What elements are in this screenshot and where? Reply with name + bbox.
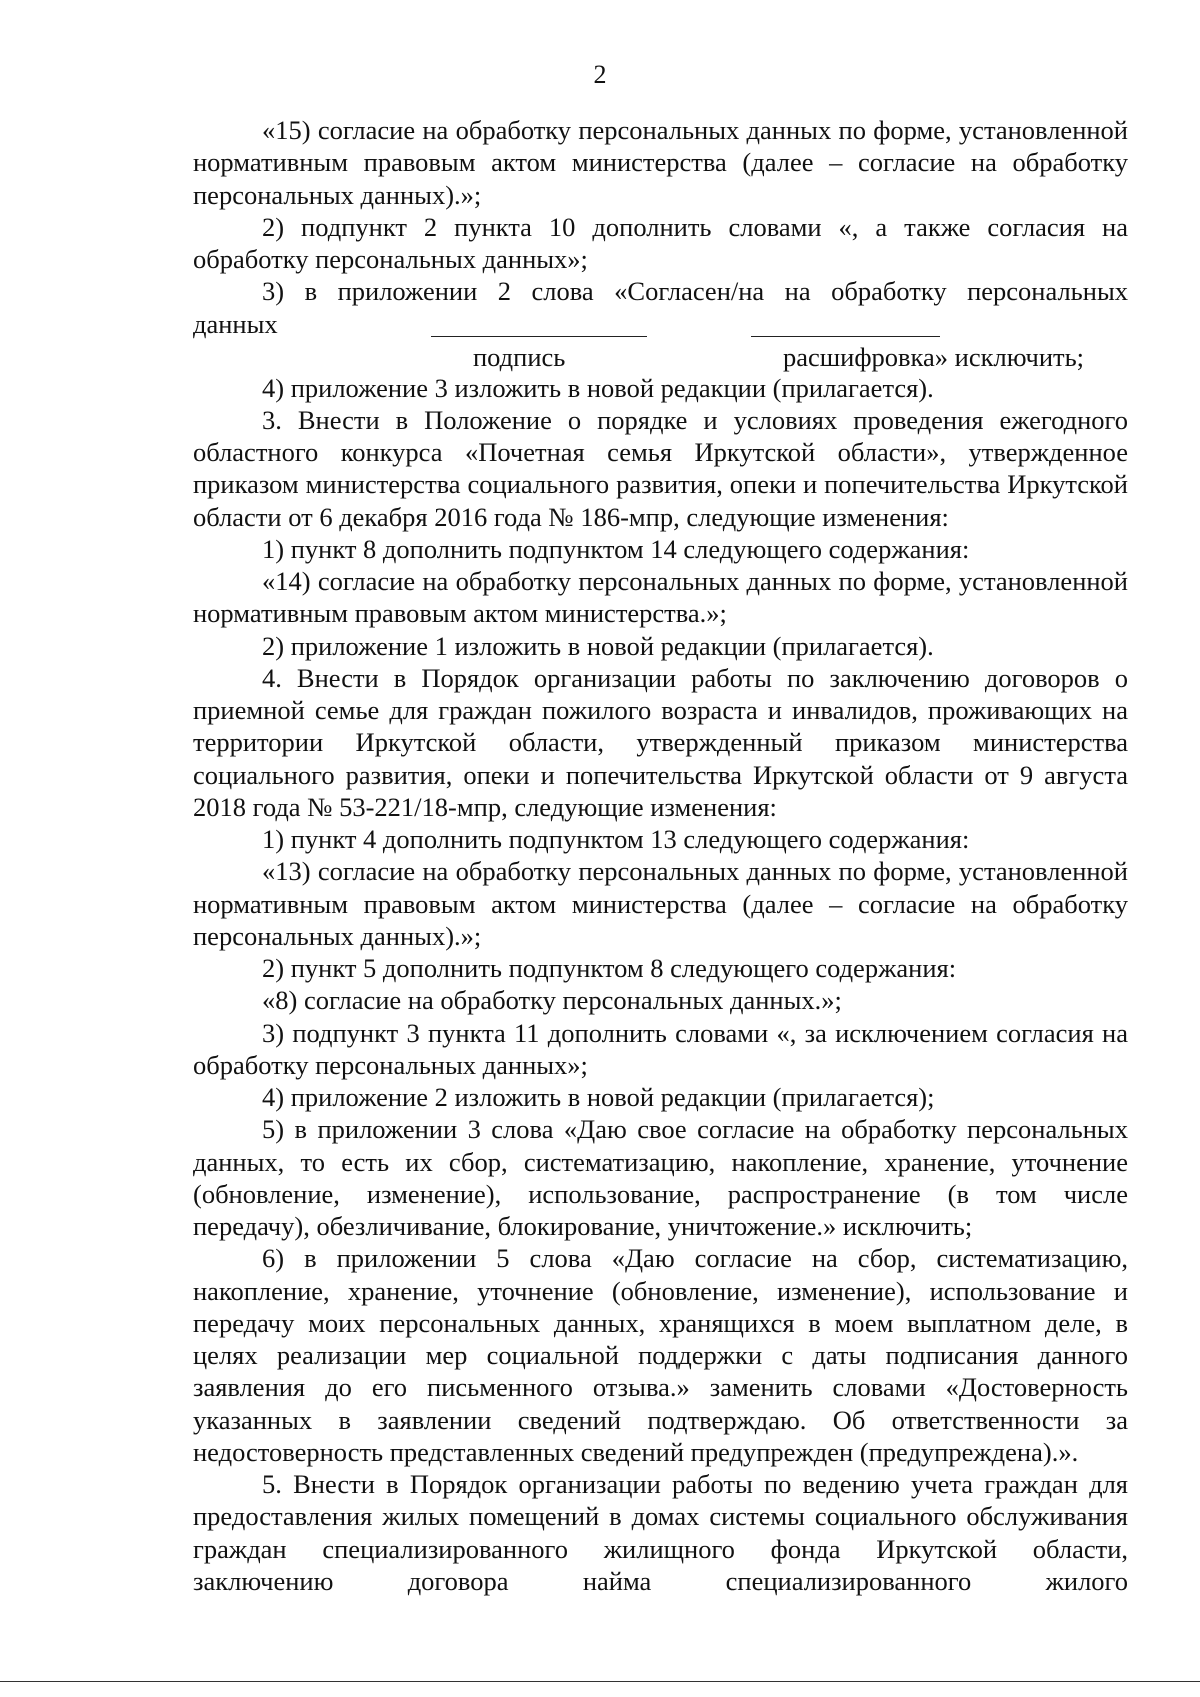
paragraph: «8) согласие на обработку персональных данных.»; [262,985,842,1016]
paragraph: 3. Внести в Положение о порядке и условиях проведения ежегодного областного конкурса «Почетная семья Иркутской области», утвержденное приказом министерства социального развития, опеки и попечительства Иркутской области от 6 декабря 2016 года № 186-мпр, следующие изменения: [193,404,1128,532]
paragraph: 1) пункт 8 дополнить подпунктом 14 следующего содержания: [262,533,970,564]
paragraph: «13) согласие на обработку персональных данных по форме, установленной нормативным правовым актом министерства (далее – согласие на обработку персональных данных).»; [193,856,1128,951]
decoding-caption: расшифровка» исключить; [783,341,1085,372]
signature-caption: подпись [473,341,566,372]
paragraph: 3) подпункт 3 пункта 11 дополнить словами «, за исключением согласия на обработку персональных данных»; [193,1017,1128,1080]
paragraph: 2) подпункт 2 пункта 10 дополнить словами «, а также согласия на обработку персональных данных»; [193,211,1128,274]
paragraph: 4) приложение 2 изложить в новой редакции (прилагается); [262,1082,935,1112]
paragraph: 3) в приложении 2 слова «Согласен/на на обработку персональных [262,276,1128,307]
paragraph: 4) приложение 3 изложить в новой редакции (прилагается). [262,372,934,403]
paragraph: «15) согласие на обработку персональных данных по форме, установленной нормативным правовым актом министерства (далее – согласие на обработку персональных данных).»; [193,115,1128,210]
footer-rule [0,1681,1200,1682]
paragraph: «14) согласие на обработку персональных данных по форме, установленной нормативным правовым актом министерства.»; [193,566,1128,629]
decoding-line [751,336,940,337]
signature-leading-word: данных [193,308,278,339]
paragraph: 6) в приложении 5 слова «Даю согласие на сбор, систематизацию, накопление, хранение, уточнение (обновление, изменение), использование и передачу моих персональных данных, хранящихся в моем выплатном деле, в целях реализации мер социальной поддержки с даты подписания данного заявления до его письменного отзыва.» заменить словами «Достоверность указанных в заявлении сведений подтверждаю. Об ответственности за недостоверность представленных сведений предупрежден (предупреждена).». [193,1243,1128,1467]
document-body [193,114,1128,1597]
paragraph: 5. Внести в Порядок организации работы по ведению учета граждан для предоставления жилых помещений в домах системы социального обслуживания граждан специализированного жилищного фонда Иркутской области, заключению договора найма специализированного жилого [193,1469,1128,1596]
signature-line [431,336,647,337]
paragraph: 1) пункт 4 дополнить подпунктом 13 следующего содержания: [262,824,970,854]
paragraph: 2) пункт 5 дополнить подпунктом 8 следующего содержания: [262,953,957,983]
page-number: 2 [593,60,607,89]
signature-block [193,308,1128,372]
paragraph: 2) приложение 1 изложить в новой редакции (прилагается). [262,630,934,661]
paragraph: 5) в приложении 3 слова «Даю свое согласие на обработку персональных данных, то есть их сбор, систематизацию, накопление, хранение, уточнение (обновление, изменение), использование, распространение (в том числе передачу), обезличивание, блокирование, уничтожение.» исключить; [193,1114,1128,1241]
paragraph: 4. Внести в Порядок организации работы по заключению договоров о приемной семье для граждан пожилого возраста и инвалидов, проживающих на территории Иркутской области, утвержденный приказом министерства социального развития, опеки и попечительства Иркутской области от 9 августа 2018 года № 53-221/18-мпр, следующие изменения: [193,662,1128,822]
